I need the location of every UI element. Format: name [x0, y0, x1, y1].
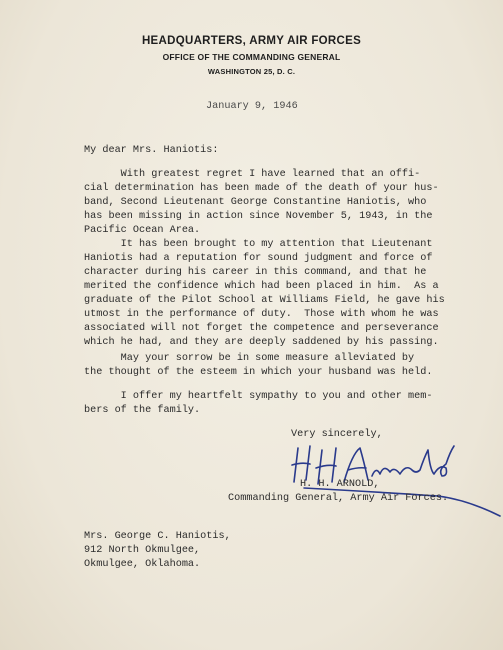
signer-name: H. H. ARNOLD, [300, 479, 380, 490]
signer-title: Commanding General, Army Air Forces. [228, 493, 449, 504]
letterhead-location: WASHINGTON 25, D. C. [207, 67, 296, 76]
letterhead-office: OFFICE OF THE COMMANDING GENERAL [162, 52, 341, 62]
paragraph-2: It has been brought to my attention that Lieutenant Haniotis had a reputation for sound judgment and force of character during his career in this command, and that he merited the confidence which had been placed in him. As a graduate of the Pilot School at Williams Field, he gave his utmost in the performance of duty. Those with whom he was associated will not forget the competence and perseverance which he had, and they are deeply saddened by his passing. [84, 239, 445, 348]
paragraph-1: With greatest regret I have learned that an offi- cial determination has been made of the death of your hus- band, Second Lieutenant George Constantine Haniotis, who has been missing in action since November 5, 1943, in the Pacific Ocean Area. [84, 169, 439, 236]
closing: Very sincerely, [291, 429, 383, 440]
recipient-address: Mrs. George C. Haniotis, 912 North Okmulgee, Okmulgee, Oklahoma. [84, 531, 231, 570]
salutation: My dear Mrs. Haniotis: [84, 145, 219, 156]
letter-date: January 9, 1946 [206, 101, 298, 112]
paragraph-3: May your sorrow be in some measure alleviated by the thought of the esteem in which your husband was held. [84, 353, 433, 378]
letterhead-title: HEADQUARTERS, ARMY AIR FORCES [141, 35, 362, 47]
paragraph-4: I offer my heartfelt sympathy to you and other mem- bers of the family. [84, 391, 433, 416]
